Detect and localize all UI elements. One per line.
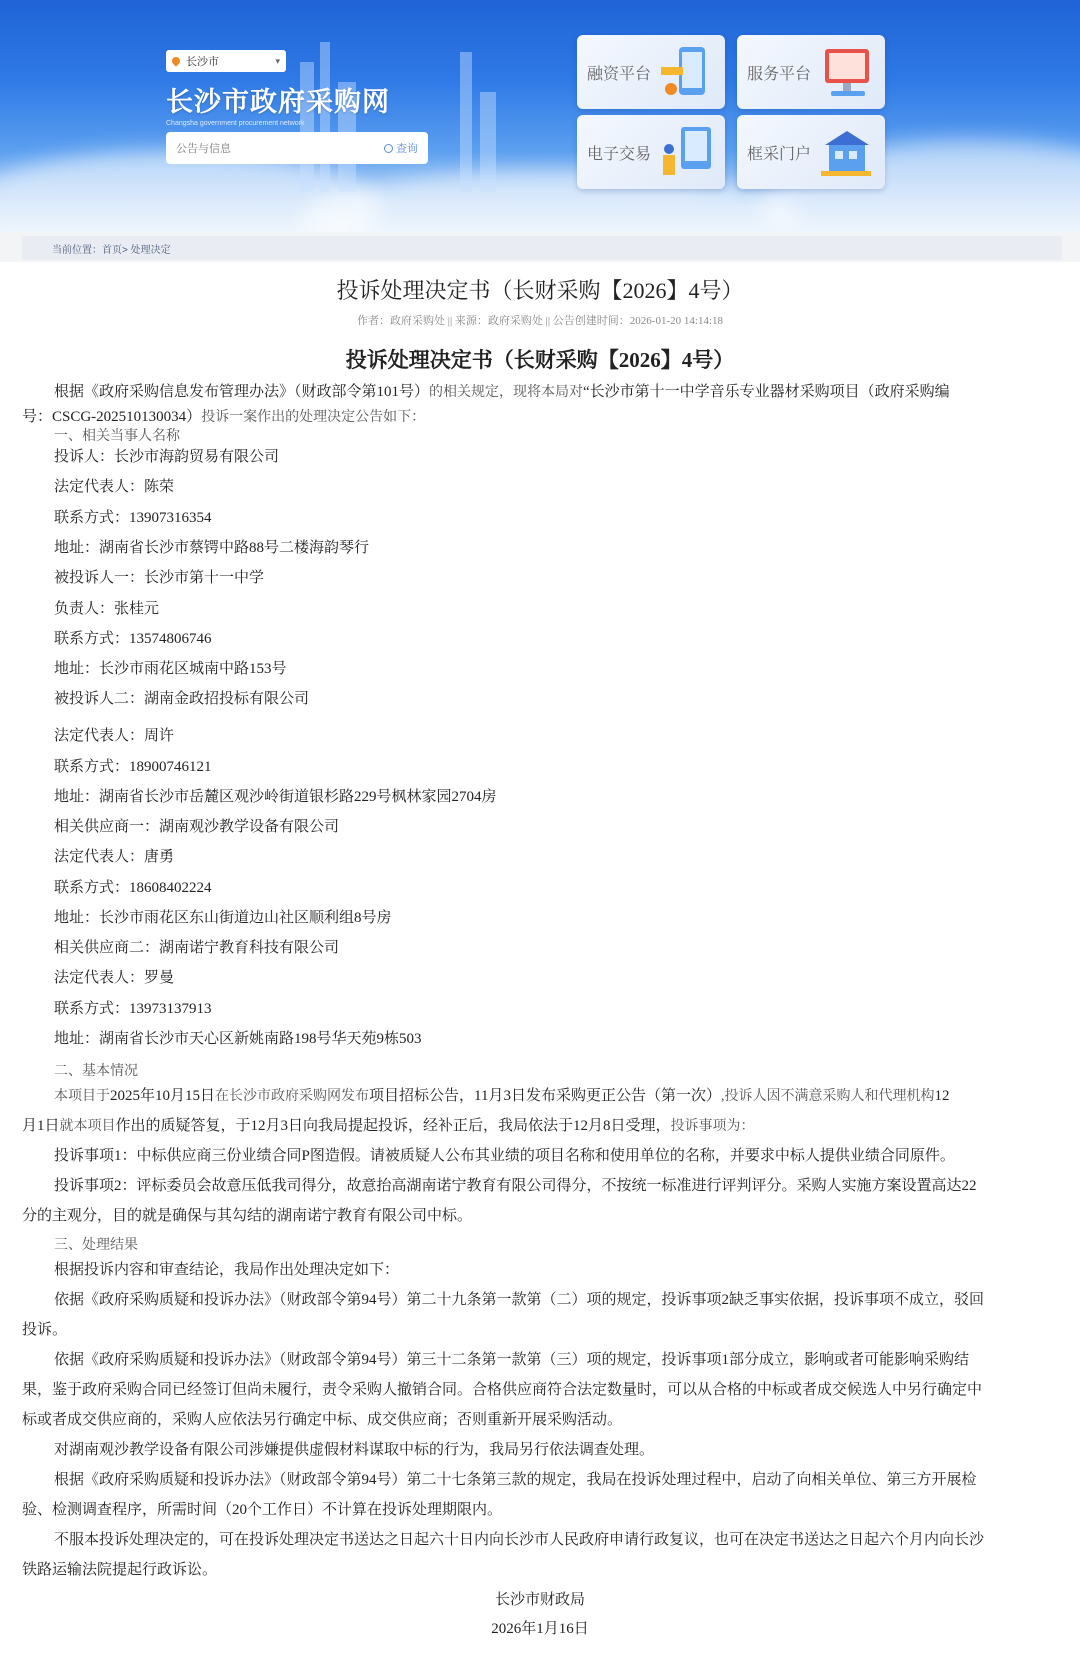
city-selector[interactable] bbox=[166, 50, 286, 72]
skyline-decoration bbox=[480, 92, 496, 192]
screen-illustration-icon bbox=[817, 45, 875, 101]
result-paragraph-1: 依据《政府采购质疑和投诉办法》（财政部令第94号）第二十九条第一款第（二）项的规定，投诉事项2缺乏事实依据，投诉事项不成立，驳回 bbox=[54, 1292, 985, 1308]
search-box[interactable] bbox=[166, 132, 428, 164]
header-banner bbox=[0, 0, 1080, 232]
search-icon bbox=[384, 144, 393, 153]
party-line: 法定代表人：周许 bbox=[54, 728, 175, 744]
search-button-label: 查询 bbox=[396, 143, 418, 155]
party-line: 投诉人：长沙市海韵贸易有限公司 bbox=[54, 449, 280, 465]
cloud-decoration bbox=[300, 170, 800, 232]
result-paragraph-4-cont: 验、检测调查程序，所需时间（20个工作日）不计算在投诉处理期限内。 bbox=[22, 1502, 503, 1518]
party-line: 地址：长沙市雨花区城南中路153号 bbox=[54, 661, 287, 677]
party-line: 联系方式：18608402224 bbox=[54, 880, 212, 896]
city-label: 长沙市 bbox=[186, 56, 219, 68]
site-title[interactable]: 长沙市政府采购网 bbox=[166, 87, 390, 118]
party-line: 地址：湖南省长沙市天心区新姚南路198号华天苑9栋503 bbox=[54, 1031, 422, 1047]
result-paragraph-3: 对湖南观沙教学设备有限公司涉嫌提供虚假材料谋取中标的行为，我局另行依法调查处理。 bbox=[54, 1442, 655, 1458]
skyline-decoration bbox=[460, 52, 472, 192]
complaint-item-2: 投诉事项2：评标委员会故意压低我司得分，故意抬高湖南诺宁教育有限公司得分，不按统一标准进行评判评分。采购人实施方案设置高达22 bbox=[54, 1178, 977, 1194]
tile-label: 服务平台 bbox=[747, 64, 812, 83]
basic-paragraph-cont: 月1日就本项目作出的质疑答复，于12月3日向我局提起投诉，经补正后，我局依法于12月8日受理，投诉事项为： bbox=[22, 1118, 755, 1134]
section-heading-basic: 二、基本情况 bbox=[54, 1064, 138, 1079]
section-heading-parties: 一、相关当事人名称 bbox=[54, 429, 180, 444]
result-paragraph-1-cont: 投诉。 bbox=[22, 1322, 68, 1338]
result-paragraph-2-cont2: 标或者成交供应商的，采购人应依法另行确定中标、成交供应商；否则重新开展采购活动。 bbox=[22, 1412, 623, 1428]
result-paragraph-5: 不服本投诉处理决定的，可在投诉处理决定书送达之日起六十日内向长沙市人民政府申请行政复议，也可在决定书送达之日起六个月内向长沙 bbox=[54, 1532, 985, 1548]
signing-date: 2026年1月16日 bbox=[491, 1621, 589, 1637]
party-line: 相关供应商二：湖南诺宁教育科技有限公司 bbox=[54, 940, 340, 956]
party-line: 联系方式：13574806746 bbox=[54, 631, 212, 647]
party-line: 联系方式：13973137913 bbox=[54, 1001, 212, 1017]
party-line: 联系方式：18900746121 bbox=[54, 759, 212, 775]
tile-label: 框采门户 bbox=[747, 144, 812, 163]
building-illustration-icon bbox=[817, 125, 875, 181]
site-subtitle: Changsha government procurement network bbox=[166, 120, 305, 127]
trading-illustration-icon bbox=[657, 125, 715, 181]
breadcrumb bbox=[22, 236, 1062, 260]
party-line: 地址：湖南省长沙市蔡锷中路88号二楼海韵琴行 bbox=[54, 540, 370, 556]
tile-label: 融资平台 bbox=[587, 64, 652, 83]
party-line: 法定代表人：罗曼 bbox=[54, 970, 175, 986]
party-line: 地址：长沙市雨花区东山街道边山社区顺利组8号房 bbox=[54, 910, 392, 926]
party-line: 负责人：张桂元 bbox=[54, 601, 160, 617]
tile-service-platform[interactable] bbox=[737, 35, 885, 109]
breadcrumb-text[interactable]: 当前位置：首页> 处理决定 bbox=[52, 244, 171, 256]
complaint-item-1: 投诉事项1：中标供应商三份业绩合同P图造假。请被质疑人公布其业绩的项目名称和使用单位的名称，并要求中标人提供业绩合同原件。 bbox=[54, 1148, 955, 1164]
article-title: 投诉处理决定书（长财采购【2026】4号） bbox=[336, 278, 744, 303]
result-paragraph-2-cont: 果，鉴于政府采购合同已经签订但尚未履行，责令采购人撤销合同。合格供应商符合法定数量时，可以从合格的中标或者成交候选人中另行确定中 bbox=[22, 1382, 983, 1398]
party-line: 被投诉人二：湖南金政招投标有限公司 bbox=[54, 691, 310, 707]
intro-paragraph-cont: 号：CSCG-202510130034）投诉一案作出的处理决定公告如下： bbox=[22, 409, 426, 425]
party-line: 地址：湖南省长沙市岳麓区观沙岭街道银杉路229号枫林家园2704房 bbox=[54, 789, 497, 805]
signer: 长沙市财政局 bbox=[494, 1592, 585, 1608]
complaint-item-2-cont: 分的主观分，目的就是确保与其勾结的湖南诺宁教育有限公司中标。 bbox=[22, 1208, 473, 1224]
tile-label: 电子交易 bbox=[587, 144, 652, 163]
party-line: 相关供应商一：湖南观沙教学设备有限公司 bbox=[54, 819, 340, 835]
result-paragraph-4: 根据《政府采购质疑和投诉办法》（财政部令第94号）第二十七条第三款的规定，我局在投诉处理过程中，启动了向相关单位、第三方开展检 bbox=[54, 1472, 977, 1488]
result-paragraph-2: 依据《政府采购质疑和投诉办法》（财政部令第94号）第三十二条第一款第（三）项的规定，投诉事项1部分成立，影响或者可能影响采购结 bbox=[54, 1352, 970, 1368]
location-pin-icon bbox=[170, 55, 181, 66]
result-paragraph-5-cont: 铁路运输法院提起行政诉讼。 bbox=[22, 1562, 218, 1578]
tile-electronic-trading[interactable] bbox=[577, 115, 725, 189]
basic-paragraph: 本项目于2025年10月15日在长沙市政府采购网发布项目招标公告，11月3日发布采购更正公告（第一次）,投诉人因不满意采购人和代理机构12 bbox=[54, 1088, 950, 1104]
document-title: 投诉处理决定书（长财采购【2026】4号） bbox=[345, 348, 735, 372]
result-intro: 根据投诉内容和审查结论，我局作出处理决定如下： bbox=[54, 1262, 400, 1278]
intro-paragraph: 根据《政府采购信息发布管理办法》（财政部令第101号）的相关规定，现将本局对“长沙市第十一中学音乐专业器材采购项目（政府采购编 bbox=[54, 384, 950, 400]
tile-financing-platform[interactable] bbox=[577, 35, 725, 109]
party-line: 被投诉人一：长沙市第十一中学 bbox=[54, 570, 265, 586]
party-line: 法定代表人：唐勇 bbox=[54, 849, 175, 865]
phone-illustration-icon bbox=[657, 45, 715, 101]
article-meta: 作者：政府采购处 || 来源：政府采购处 || 公告创建时间：2026-01-20 14:14:18 bbox=[357, 315, 723, 327]
chevron-down-icon: ▾ bbox=[275, 55, 280, 66]
tile-framework-portal[interactable] bbox=[737, 115, 885, 189]
party-line: 法定代表人：陈荣 bbox=[54, 479, 175, 495]
search-button[interactable] bbox=[384, 140, 418, 156]
section-heading-result: 三、处理结果 bbox=[54, 1238, 138, 1253]
party-line: 联系方式：13907316354 bbox=[54, 510, 212, 526]
search-input[interactable]: 公告与信息 bbox=[176, 143, 231, 155]
